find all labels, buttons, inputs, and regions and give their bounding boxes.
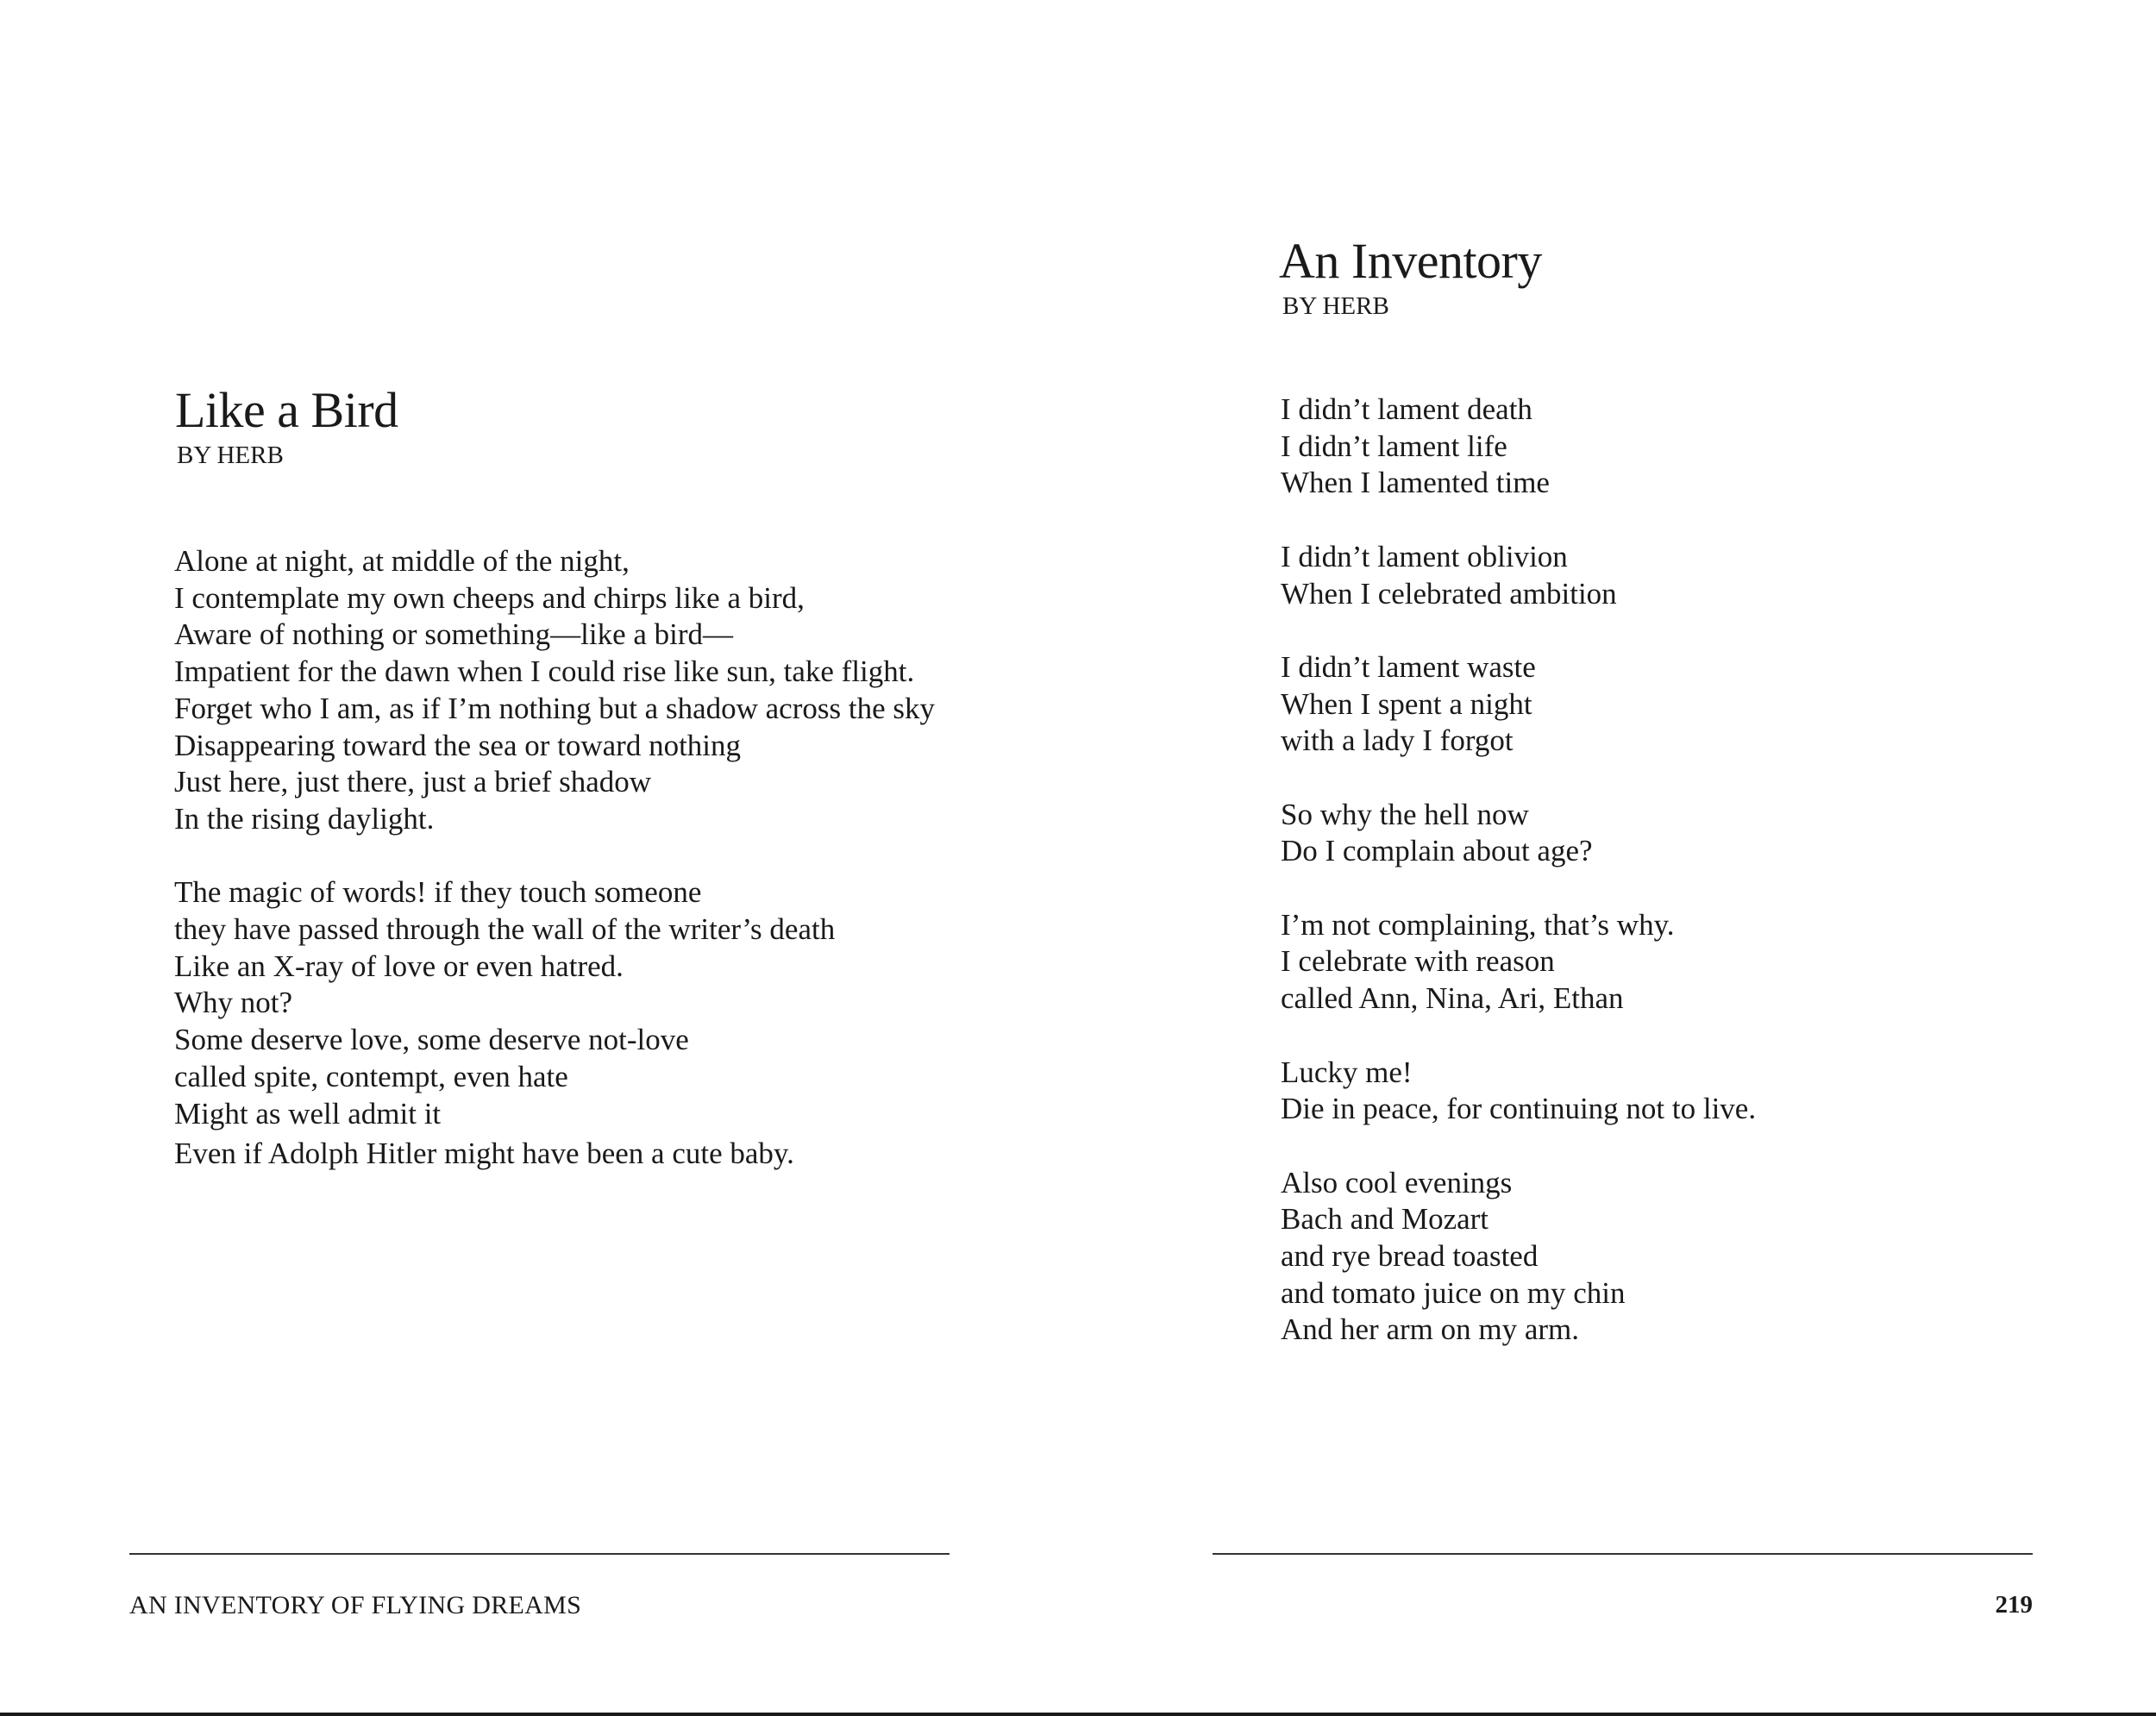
poem-line: I didn’t lament death [1281, 392, 1532, 426]
page-number: 219 [1995, 1591, 2033, 1619]
poem-line: Some deserve love, some deserve not-love [174, 1023, 689, 1057]
poem-line: Die in peace, for continuing not to live. [1281, 1092, 1757, 1126]
poem-body [174, 543, 935, 1173]
stanza [174, 874, 935, 1173]
poem-line: Do I complain about age? [1281, 834, 1593, 868]
poem-line: When I lamented time [1281, 466, 1550, 500]
right-page [1078, 0, 2156, 1716]
poem-line: Bach and Mozart [1281, 1202, 1489, 1237]
poem-line: Forget who I am, as if I’m nothing but a shadow across the sky [174, 691, 935, 725]
poem-title: An Inventory [1279, 233, 1542, 289]
poem-title: Like a Bird [175, 382, 398, 438]
poem-line: Also cool evenings [1281, 1165, 1513, 1199]
footer-rule [129, 1553, 950, 1555]
poem-line: Why not? [174, 986, 293, 1020]
poem-line: with a lady I forgot [1281, 723, 1514, 758]
poem-line: I contemplate my own cheeps and chirps like a bird, [174, 580, 805, 615]
poem-line: Disappearing toward the sea or toward nothing [174, 728, 742, 762]
stanza [174, 543, 935, 838]
poem-line: Like an X-ray of love or even hatred. [174, 949, 624, 983]
poem-line: The magic of words! if they touch someone [174, 875, 702, 910]
poem-line: they have passed through the wall of the writer’s death [174, 912, 836, 947]
poem-line: I’m not complaining, that’s why. [1281, 907, 1675, 942]
poem-line: In the rising daylight. [174, 801, 435, 836]
poem-line: Alone at night, at middle of the night, [174, 544, 630, 578]
poem-line: Lucky me! [1281, 1055, 1413, 1089]
poem-line: Even if Adolph Hitler might have been a cute baby. [174, 1137, 794, 1171]
poem-line: Aware of nothing or something—like a bird— [174, 617, 734, 652]
poem-line: I didn’t lament oblivion [1281, 539, 1568, 573]
poem-line: Just here, just there, just a brief shadow [174, 765, 652, 799]
poem-line: called spite, contempt, even hate [174, 1059, 568, 1093]
stanza [1281, 907, 1756, 1018]
bottom-edge-border [0, 1713, 2156, 1716]
poem-line: When I spent a night [1281, 686, 1532, 721]
poem-line: When I celebrated ambition [1281, 576, 1617, 611]
poem-byline: BY HERB [177, 442, 284, 469]
stanza [1281, 391, 1756, 502]
poem-line: called Ann, Nina, Ari, Ethan [1281, 981, 1624, 1016]
poem-line: I didn’t lament life [1281, 429, 1507, 463]
footer-rule [1213, 1553, 2033, 1555]
poem-line: Impatient for the dawn when I could rise like sun, take flight. [174, 654, 915, 689]
poem-line: and rye bread toasted [1281, 1239, 1539, 1274]
poem-byline: BY HERB [1282, 292, 1389, 320]
stanza [1281, 1055, 1756, 1128]
poem-line: So why the hell now [1281, 797, 1529, 831]
poem-line: And her arm on my arm. [1281, 1312, 1580, 1347]
poem-body [1281, 391, 1756, 1349]
poem-line: and tomato juice on my chin [1281, 1275, 1626, 1310]
stanza [1281, 649, 1756, 760]
running-title: AN INVENTORY OF FLYING DREAMS [129, 1591, 582, 1619]
stanza [1281, 539, 1756, 612]
poem-line: Might as well admit it [174, 1096, 442, 1130]
poem-line: I didn’t lament waste [1281, 649, 1536, 684]
stanza [1281, 1165, 1756, 1350]
stanza [1281, 797, 1756, 870]
poem-line: I celebrate with reason [1281, 944, 1555, 979]
